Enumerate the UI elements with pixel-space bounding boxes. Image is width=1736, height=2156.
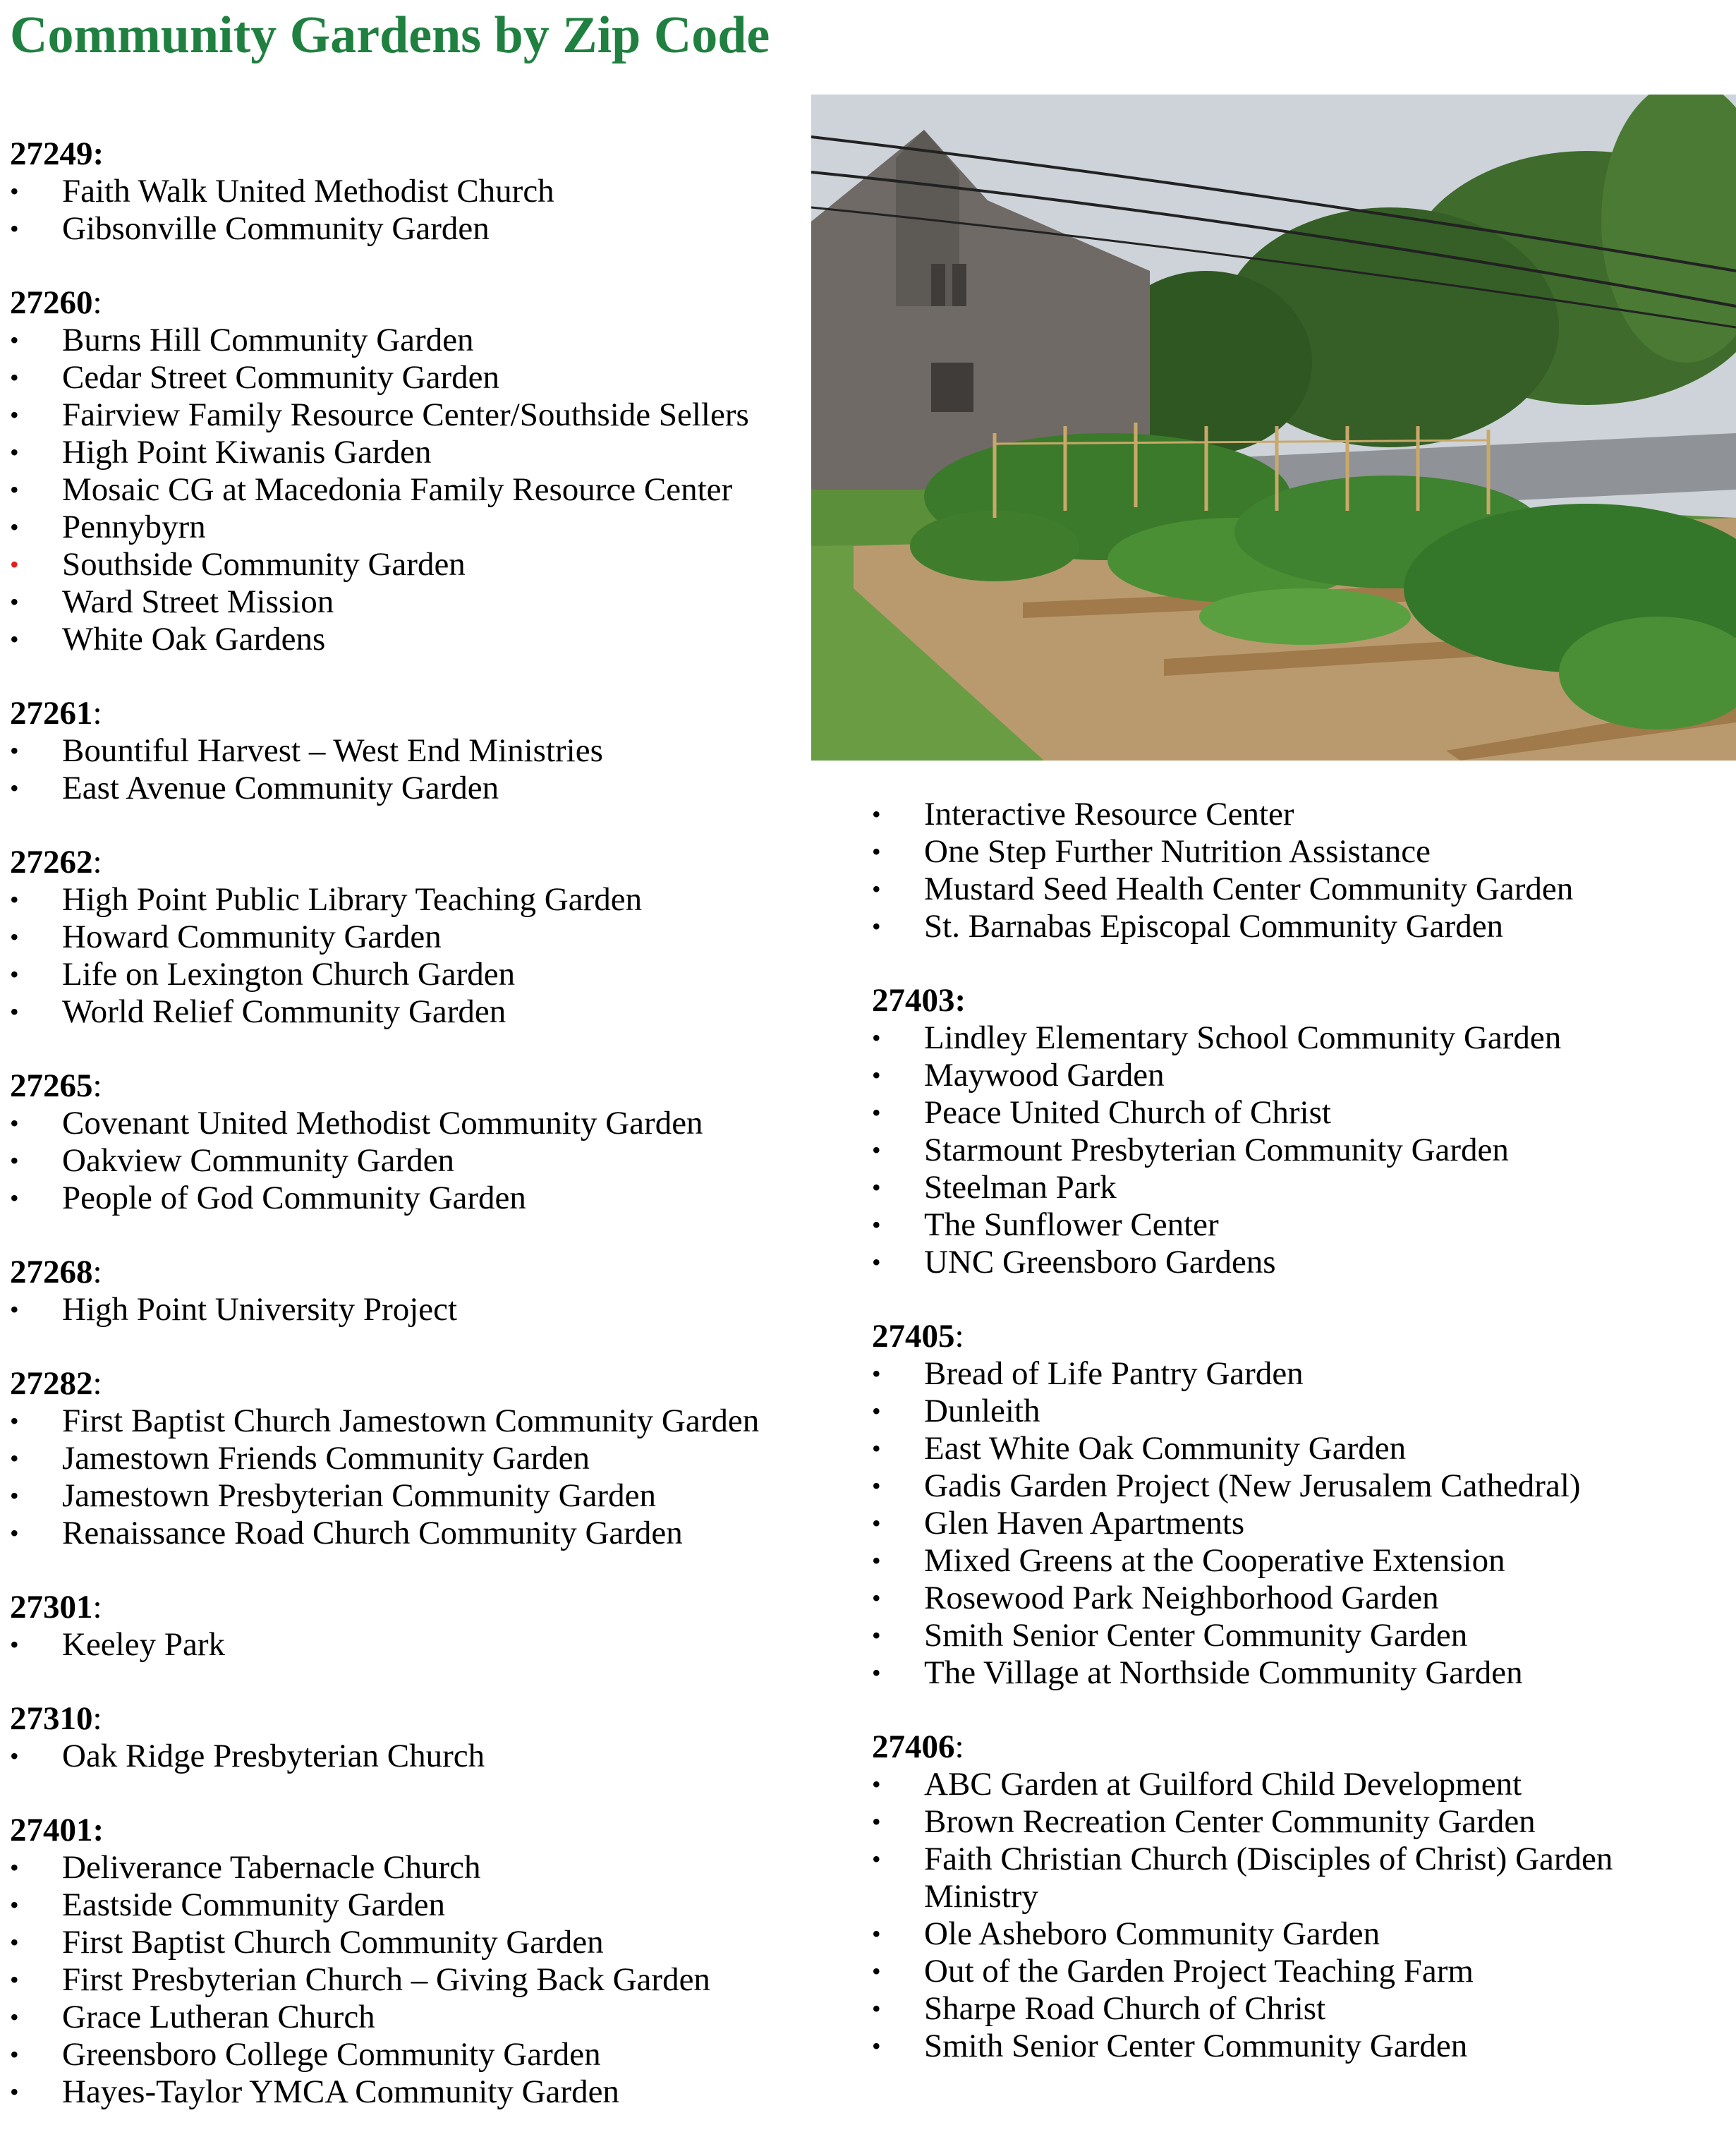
bullet-icon: • xyxy=(10,550,19,579)
garden-list-item xyxy=(872,1915,1718,1953)
garden-list-item xyxy=(10,993,807,1031)
garden-list-item xyxy=(10,434,807,471)
bullet-icon: • xyxy=(872,1770,881,1798)
zip-code: 27260 xyxy=(10,284,93,321)
garden-name: Faith Christian Church (Disciples of Christ) Garden Ministry xyxy=(924,1841,1613,1915)
garden-name: Lindley Elementary School Community Garden xyxy=(924,1019,1562,1056)
zip-colon: : xyxy=(92,1700,102,1737)
garden-photo-image xyxy=(811,95,1736,761)
left-column xyxy=(10,135,807,2148)
garden-list-item xyxy=(10,2073,807,2111)
bullet-icon: • xyxy=(872,1621,881,1649)
garden-name: Out of the Garden Project Teaching Farm xyxy=(924,1953,1474,1990)
bullet-icon: • xyxy=(10,1295,19,1324)
zip-code: 27261 xyxy=(10,695,93,732)
garden-list-item xyxy=(872,908,1718,945)
garden-list-item xyxy=(872,2028,1718,2065)
zip-section-27265 xyxy=(10,1067,807,1217)
zip-section-27403 xyxy=(872,982,1718,1281)
garden-name: East White Oak Community Garden xyxy=(924,1430,1407,1467)
garden-list-item xyxy=(10,1440,807,1477)
bullet-icon: • xyxy=(872,1248,881,1276)
garden-name: Hayes-Taylor YMCA Community Garden xyxy=(62,2073,619,2110)
bullet-icon: • xyxy=(872,1659,881,1687)
garden-name: World Relief Community Garden xyxy=(62,993,506,1030)
garden-name: Keeley Park xyxy=(62,1626,225,1663)
bullet-icon: • xyxy=(872,2032,881,2060)
garden-list-item xyxy=(872,1355,1718,1393)
garden-name: Eastside Community Garden xyxy=(62,1886,446,1923)
zip-code-heading xyxy=(10,135,807,173)
garden-list-item xyxy=(872,1654,1718,1692)
zip-section-27260 xyxy=(10,284,807,658)
bullet-icon: • xyxy=(872,1920,881,1948)
garden-list-item xyxy=(872,1057,1718,1094)
garden-name: Sharpe Road Church of Christ xyxy=(924,1990,1326,2027)
garden-name: First Baptist Church Community Garden xyxy=(62,1924,604,1961)
garden-name: Cedar Street Community Garden xyxy=(62,359,499,396)
zip-colon: : xyxy=(92,1365,102,1402)
zip-27401-continued-list xyxy=(872,796,1718,945)
garden-name: ABC Garden at Guilford Child Development xyxy=(924,1766,1522,1803)
bullet-icon: • xyxy=(10,2003,19,2031)
garden-name: The Sunflower Center xyxy=(924,1206,1219,1243)
garden-name: First Baptist Church Jamestown Community Garden xyxy=(62,1403,760,1439)
garden-list-item xyxy=(10,2036,807,2073)
garden-list xyxy=(872,1019,1718,1281)
garden-list xyxy=(10,1849,807,2111)
garden-list-item xyxy=(10,1849,807,1886)
garden-list-item xyxy=(10,1291,807,1328)
garden-list xyxy=(10,732,807,807)
garden-list-item xyxy=(10,583,807,621)
bullet-icon: • xyxy=(872,800,881,828)
bullet-icon: • xyxy=(10,1519,19,1547)
garden-name: Smith Senior Center Community Garden xyxy=(924,2028,1468,2064)
garden-list-item xyxy=(10,1999,807,2036)
garden-name: Faith Walk United Methodist Church xyxy=(62,173,554,210)
garden-name: Jamestown Presbyterian Community Garden xyxy=(62,1477,656,1514)
garden-list-item xyxy=(10,1403,807,1440)
garden-name: St. Barnabas Episcopal Community Garden xyxy=(924,908,1504,945)
garden-name: Howard Community Garden xyxy=(62,919,442,955)
zip-section-27282 xyxy=(10,1365,807,1552)
zip-colon: : xyxy=(954,1318,964,1355)
zip-code: 27268 xyxy=(10,1254,93,1290)
garden-list-item xyxy=(872,1505,1718,1542)
bullet-icon: • xyxy=(10,998,19,1026)
garden-list-item xyxy=(10,322,807,359)
garden-list-item xyxy=(872,1169,1718,1206)
garden-list-item xyxy=(872,871,1718,908)
garden-list-item xyxy=(10,1961,807,1999)
bullet-icon: • xyxy=(10,737,19,765)
bullet-icon: • xyxy=(10,1853,19,1882)
garden-list-item xyxy=(10,1105,807,1142)
bullet-icon: • xyxy=(10,1146,19,1175)
garden-name: Mosaic CG at Macedonia Family Resource Center xyxy=(62,471,733,508)
garden-list-item xyxy=(872,1430,1718,1467)
garden-name: High Point University Project xyxy=(62,1291,458,1328)
zip-colon: : xyxy=(954,1728,964,1765)
zip-section-27268 xyxy=(10,1254,807,1328)
garden-name: Oakview Community Garden xyxy=(62,1142,455,1179)
zip-code: 27282 xyxy=(10,1365,93,1402)
garden-list xyxy=(10,881,807,1031)
zip-colon: : xyxy=(92,1067,102,1104)
zip-code-heading xyxy=(10,1254,807,1291)
garden-name: Jamestown Friends Community Garden xyxy=(62,1440,590,1477)
bullet-icon: • xyxy=(872,912,881,940)
bullet-icon: • xyxy=(10,214,19,243)
zip-section-27401 xyxy=(10,1812,807,2111)
zip-code-heading xyxy=(10,1365,807,1403)
bullet-icon: • xyxy=(872,1098,881,1127)
zip-colon: : xyxy=(92,284,102,321)
garden-list xyxy=(872,1355,1718,1692)
zip-section-27261 xyxy=(10,695,807,807)
bullet-icon: • xyxy=(872,1434,881,1462)
garden-name: Peace United Church of Christ xyxy=(924,1094,1331,1131)
garden-name: Rosewood Park Neighborhood Garden xyxy=(924,1580,1439,1616)
right-sections xyxy=(872,982,1718,2065)
bullet-icon: • xyxy=(10,2040,19,2069)
garden-name: Starmount Presbyterian Community Garden xyxy=(924,1132,1509,1168)
bullet-icon: • xyxy=(10,885,19,914)
bullet-icon: • xyxy=(872,1957,881,1985)
garden-name: Deliverance Tabernacle Church xyxy=(62,1849,481,1886)
garden-list-item xyxy=(872,1803,1718,1841)
garden-name: Ward Street Mission xyxy=(62,583,334,620)
zip-code-heading xyxy=(10,695,807,732)
garden-list-item xyxy=(10,956,807,993)
bullet-icon: • xyxy=(10,1482,19,1510)
garden-list-item xyxy=(872,1953,1718,1990)
garden-list-item xyxy=(872,1206,1718,1244)
garden-name: First Presbyterian Church – Giving Back Garden xyxy=(62,1961,710,1998)
garden-list-item xyxy=(10,546,807,583)
garden-name: Smith Senior Center Community Garden xyxy=(924,1617,1468,1654)
garden-list-item xyxy=(10,1924,807,1961)
zip-code: 27403 xyxy=(872,982,955,1019)
garden-list xyxy=(10,1403,807,1552)
garden-name: Bountiful Harvest – West End Ministries xyxy=(62,732,603,769)
garden-list-item xyxy=(872,1467,1718,1505)
bullet-icon: • xyxy=(872,837,881,866)
garden-list xyxy=(10,322,807,658)
garden-name: White Oak Gardens xyxy=(62,621,326,658)
bullet-icon: • xyxy=(10,1928,19,1956)
garden-list-item xyxy=(10,881,807,919)
bullet-icon: • xyxy=(872,875,881,903)
garden-list-item xyxy=(10,1142,807,1180)
garden-list-item xyxy=(10,359,807,396)
bullet-icon: • xyxy=(872,1359,881,1388)
zip-code: 27310 xyxy=(10,1700,93,1737)
garden-list-item xyxy=(872,796,1718,833)
garden-list-item xyxy=(10,1886,807,1924)
bullet-icon: • xyxy=(872,1845,881,1873)
garden-list-item xyxy=(872,1019,1718,1057)
garden-list-item xyxy=(872,1580,1718,1617)
garden-name: Mustard Seed Health Center Community Garden xyxy=(924,871,1574,907)
zip-code: 27249 xyxy=(10,135,93,172)
garden-list-item xyxy=(10,471,807,509)
bullet-icon: • xyxy=(10,1109,19,1137)
community-garden-photo xyxy=(811,95,1736,761)
garden-list-item xyxy=(872,1542,1718,1580)
zip-section-27301 xyxy=(10,1589,807,1664)
zip-colon: : xyxy=(92,1254,102,1290)
garden-list-item xyxy=(10,732,807,770)
garden-list-item xyxy=(872,1990,1718,2028)
garden-list-item xyxy=(872,833,1718,871)
garden-name: Southside Community Garden xyxy=(62,546,466,583)
garden-name: People of God Community Garden xyxy=(62,1180,526,1216)
garden-name: East Avenue Community Garden xyxy=(62,770,499,806)
bullet-icon: • xyxy=(10,1742,19,1770)
garden-name: Maywood Garden xyxy=(924,1057,1165,1094)
zip-code-heading xyxy=(10,1589,807,1626)
zip-colon: : xyxy=(92,1812,104,1848)
bullet-icon: • xyxy=(872,1994,881,2023)
zip-colon: : xyxy=(92,695,102,732)
zip-code: 27301 xyxy=(10,1589,93,1625)
bullet-icon: • xyxy=(10,960,19,988)
garden-name: High Point Public Library Teaching Garden xyxy=(62,881,643,918)
zip-code: 27405 xyxy=(872,1318,955,1355)
bullet-icon: • xyxy=(872,1584,881,1612)
garden-name: High Point Kiwanis Garden xyxy=(62,434,432,471)
zip-code-heading xyxy=(10,1700,807,1738)
bullet-icon: • xyxy=(10,923,19,951)
garden-list-item xyxy=(10,621,807,658)
zip-colon: : xyxy=(92,1589,102,1625)
garden-name: Greensboro College Community Garden xyxy=(62,2036,601,2073)
bullet-icon: • xyxy=(872,1807,881,1836)
garden-name: Gadis Garden Project (New Jerusalem Cathedral) xyxy=(924,1467,1581,1504)
garden-list-item xyxy=(872,1617,1718,1654)
bullet-icon: • xyxy=(10,326,19,354)
bullet-icon: • xyxy=(10,401,19,429)
zip-section-27249 xyxy=(10,135,807,248)
garden-list xyxy=(10,173,807,248)
garden-list-item xyxy=(10,1515,807,1552)
garden-list-item xyxy=(872,1094,1718,1132)
bullet-icon: • xyxy=(10,625,19,653)
bullet-icon: • xyxy=(10,513,19,541)
bullet-icon: • xyxy=(872,1136,881,1164)
garden-list xyxy=(10,1291,807,1328)
garden-list-item xyxy=(10,173,807,210)
garden-list-item xyxy=(10,1626,807,1664)
bullet-icon: • xyxy=(10,1407,19,1435)
garden-list-item xyxy=(872,1766,1718,1803)
garden-name: Bread of Life Pantry Garden xyxy=(924,1355,1304,1392)
garden-name: Mixed Greens at the Cooperative Extension xyxy=(924,1542,1505,1579)
garden-list-item xyxy=(10,919,807,956)
zip-code: 27401 xyxy=(10,1812,93,1848)
bullet-icon: • xyxy=(10,774,19,802)
garden-list xyxy=(872,1766,1718,2065)
zip-section-27310 xyxy=(10,1700,807,1775)
bullet-icon: • xyxy=(10,1444,19,1472)
garden-name: Oak Ridge Presbyterian Church xyxy=(62,1738,485,1774)
bullet-icon: • xyxy=(872,1173,881,1201)
zip-colon: : xyxy=(92,135,104,172)
bullet-icon: • xyxy=(10,1630,19,1659)
zip-code-heading xyxy=(872,1318,1718,1355)
zip-section-27406 xyxy=(872,1728,1718,2065)
garden-list-item xyxy=(10,770,807,807)
zip-section-27405 xyxy=(872,1318,1718,1692)
garden-list-item xyxy=(872,1393,1718,1430)
zip-code: 27262 xyxy=(10,844,93,880)
garden-list-item xyxy=(872,1132,1718,1169)
bullet-icon: • xyxy=(10,476,19,504)
zip-code-heading xyxy=(10,284,807,322)
garden-name: Pennybyrn xyxy=(62,509,206,545)
bullet-icon: • xyxy=(872,1397,881,1425)
garden-list-item xyxy=(10,1738,807,1775)
garden-name: Interactive Resource Center xyxy=(924,796,1294,832)
garden-name: Grace Lutheran Church xyxy=(62,1999,375,2035)
zip-code-heading xyxy=(10,844,807,881)
garden-list-item xyxy=(10,1477,807,1515)
garden-name: Burns Hill Community Garden xyxy=(62,322,474,358)
garden-name: Gibsonville Community Garden xyxy=(62,210,490,247)
garden-name: Brown Recreation Center Community Garden xyxy=(924,1803,1536,1840)
bullet-icon: • xyxy=(872,1509,881,1537)
garden-list-item xyxy=(10,396,807,434)
garden-name: The Village at Northside Community Garden xyxy=(924,1654,1523,1691)
bullet-icon: • xyxy=(10,1966,19,1994)
bullet-icon: • xyxy=(872,1211,881,1239)
bullet-icon: • xyxy=(10,438,19,466)
garden-list-item xyxy=(10,210,807,248)
page-title: Community Gardens by Zip Code xyxy=(10,6,770,64)
bullet-icon: • xyxy=(10,1891,19,1919)
garden-name: UNC Greensboro Gardens xyxy=(924,1244,1276,1280)
bullet-icon: • xyxy=(10,363,19,392)
garden-name: Glen Haven Apartments xyxy=(924,1505,1245,1542)
garden-list-item xyxy=(10,1180,807,1217)
zip-colon: : xyxy=(954,982,966,1019)
bullet-icon: • xyxy=(872,1061,881,1089)
garden-name: Dunleith xyxy=(924,1393,1040,1429)
garden-list-item xyxy=(10,509,807,546)
garden-name: Life on Lexington Church Garden xyxy=(62,956,516,993)
bullet-icon: • xyxy=(872,1024,881,1052)
zip-section-27262 xyxy=(10,844,807,1031)
garden-list-item xyxy=(872,1244,1718,1281)
garden-list xyxy=(10,1626,807,1664)
right-column xyxy=(872,796,1718,2102)
garden-list xyxy=(10,1738,807,1775)
garden-name: Steelman Park xyxy=(924,1169,1117,1206)
garden-name: One Step Further Nutrition Assistance xyxy=(924,833,1431,870)
bullet-icon: • xyxy=(10,177,19,205)
bullet-icon: • xyxy=(872,1472,881,1500)
zip-code-heading xyxy=(872,982,1718,1019)
garden-name: Ole Asheboro Community Garden xyxy=(924,1915,1380,1952)
bullet-icon: • xyxy=(10,1184,19,1212)
zip-code: 27406 xyxy=(872,1728,955,1765)
garden-name: Covenant United Methodist Community Garden xyxy=(62,1105,703,1141)
zip-code: 27265 xyxy=(10,1067,93,1104)
bullet-icon: • xyxy=(10,588,19,616)
zip-code-heading xyxy=(10,1067,807,1105)
garden-list-item xyxy=(872,1841,1718,1915)
garden-name: Renaissance Road Church Community Garden xyxy=(62,1515,683,1551)
bullet-icon: • xyxy=(872,1546,881,1575)
zip-code-heading xyxy=(872,1728,1718,1766)
zip-code-heading xyxy=(10,1812,807,1849)
zip-colon: : xyxy=(92,844,102,880)
garden-list xyxy=(10,1105,807,1217)
bullet-icon: • xyxy=(10,2078,19,2106)
garden-name: Fairview Family Resource Center/Southside Sellers xyxy=(62,396,749,433)
